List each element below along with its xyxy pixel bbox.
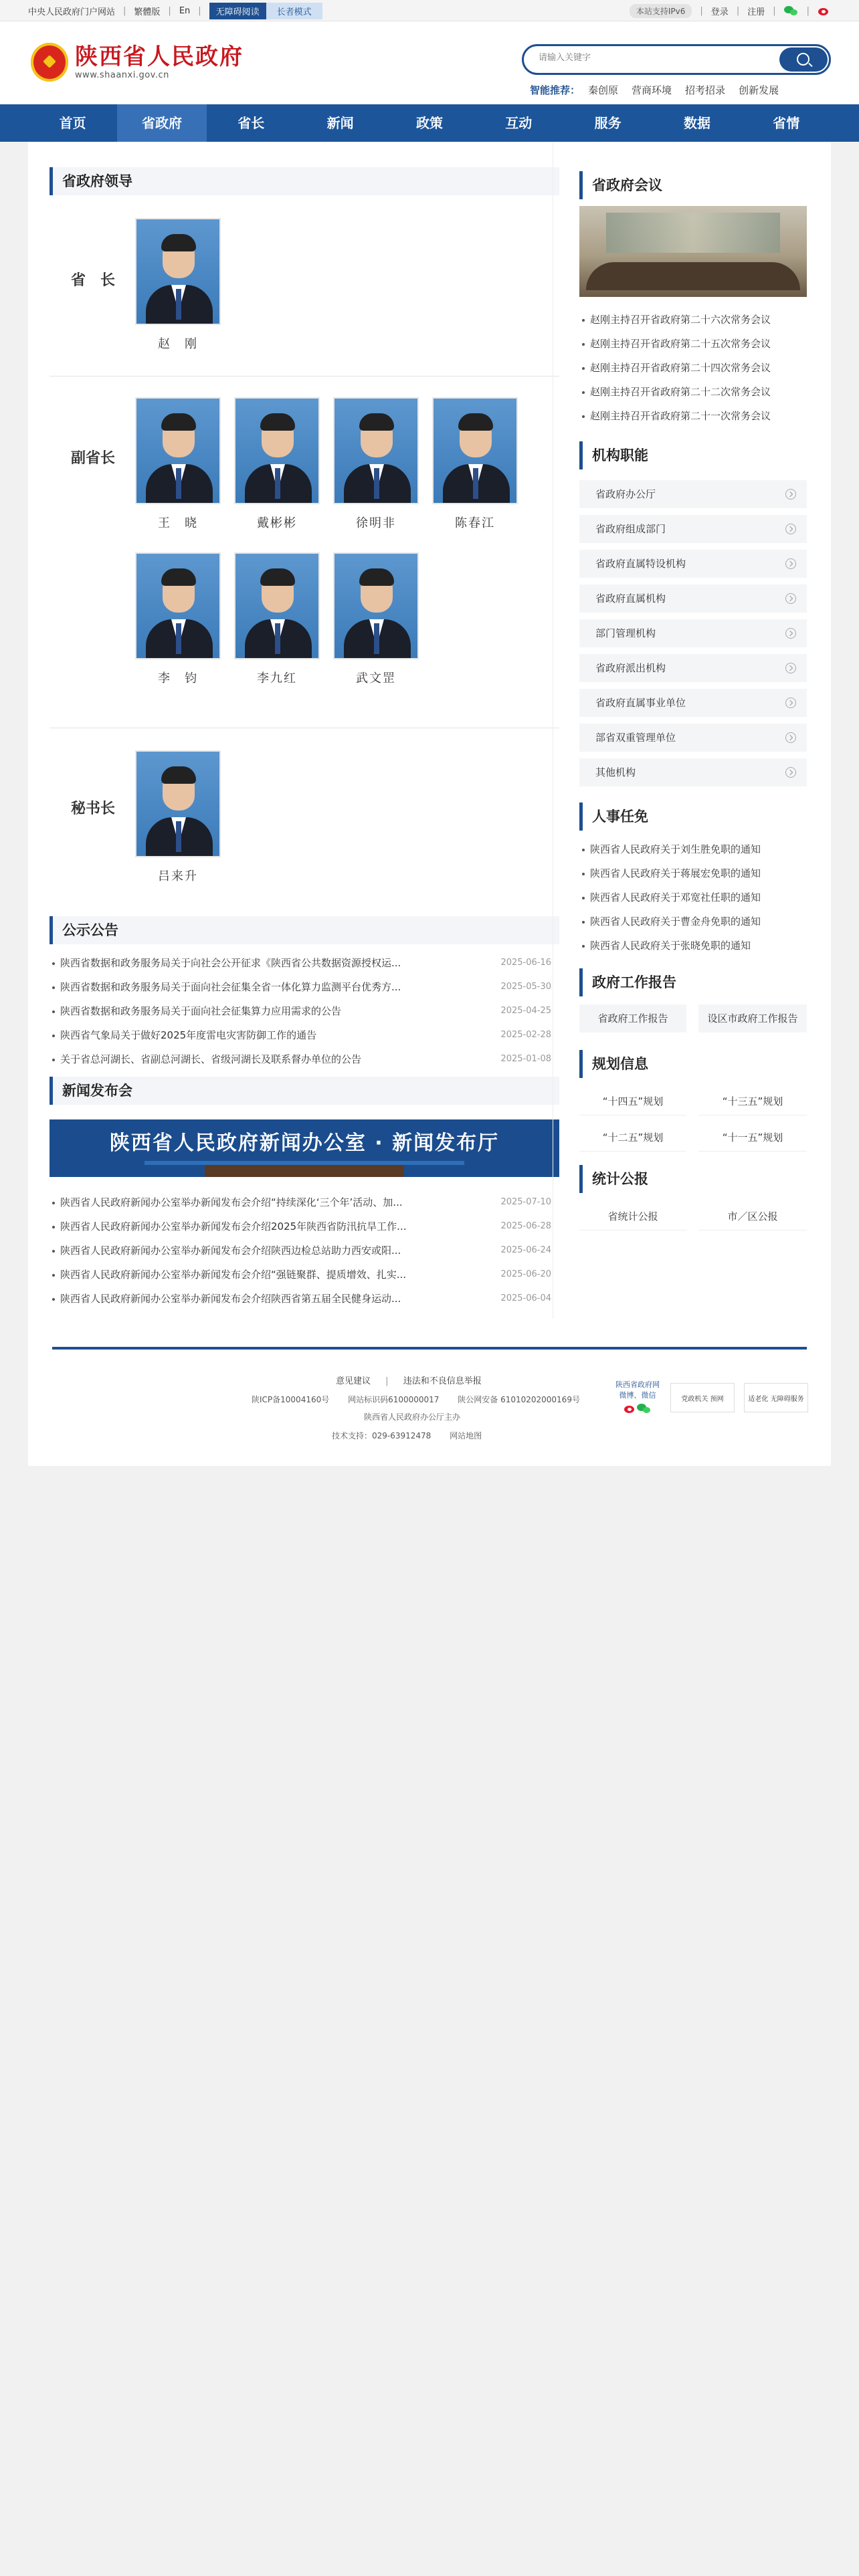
nav-service[interactable]: 服务 <box>594 115 622 131</box>
chevron-right-icon <box>785 767 796 778</box>
link-english[interactable]: En <box>179 5 191 16</box>
organ-item[interactable]: 部门管理机构 <box>579 619 807 647</box>
list-item[interactable]: 陕西省人民政府关于刘生胜免职的通知 <box>582 837 807 861</box>
leader-photo <box>234 397 320 504</box>
ipv6-badge: 本站支持IPv6 <box>630 4 692 18</box>
search-input[interactable] <box>537 52 765 64</box>
wechat-icon[interactable] <box>784 5 799 16</box>
chevron-right-icon <box>785 663 796 673</box>
list-item[interactable]: 陕西省人民政府关于曹金舟免职的通知 <box>582 909 807 934</box>
leader-card[interactable] <box>333 552 419 686</box>
nav-news[interactable]: 新闻 <box>326 115 354 131</box>
divider: | <box>773 5 776 16</box>
stats-button[interactable]: 省统计公报 <box>579 1202 686 1230</box>
leader-name: 武文罡 <box>356 671 396 685</box>
item-date: 2025-02-28 <box>500 1030 551 1040</box>
list-item[interactable]: 陕西省数据和政务服务局关于面向社会征集算力应用需求的公告 2025-04-25 <box>52 999 551 1023</box>
section-title-stats: 统计公报 <box>579 1165 807 1193</box>
leader-name: 吕来升 <box>158 869 198 883</box>
banner-title: 陕西省人民政府新闻办公室 · 新闻发布厅 <box>109 1132 500 1155</box>
chevron-right-icon <box>785 558 796 569</box>
accessibility-badge-label: 适老化 无障碍服务 <box>748 1395 804 1403</box>
search-icon <box>797 53 809 66</box>
section-title-meeting: 省政府会议 <box>579 171 807 199</box>
gov-site-badge[interactable] <box>670 1383 735 1412</box>
chevron-right-icon <box>785 489 796 500</box>
organ-item[interactable]: 省政府直属事业单位 <box>579 689 807 717</box>
footer-host: 陕西省人民政府办公厅主办 <box>364 1412 461 1422</box>
plan-button[interactable]: “十四五”规划 <box>579 1087 686 1115</box>
leader-name: 李 钧 <box>158 671 198 685</box>
leader-name: 陈春江 <box>455 516 495 530</box>
list-item[interactable]: 陕西省人民政府关于邓宽社任职的通知 <box>582 885 807 909</box>
organ-item[interactable]: 省政府派出机构 <box>579 654 807 682</box>
accessibility-badge[interactable] <box>744 1383 808 1412</box>
weibo-icon[interactable] <box>818 5 831 16</box>
stats-button[interactable]: 市／区公报 <box>698 1202 807 1230</box>
site-domain: www.shaanxi.gov.cn <box>75 70 169 80</box>
press-list <box>52 1190 551 1311</box>
leader-name: 李九红 <box>257 671 297 685</box>
list-item[interactable]: 赵刚主持召开省政府第二十五次常务会议 <box>582 332 807 356</box>
list-item[interactable]: 赵刚主持召开省政府第二十六次常务会议 <box>582 308 807 332</box>
search-button[interactable] <box>779 47 828 72</box>
national-emblem-icon <box>31 43 68 82</box>
item-date: 2025-01-08 <box>500 1054 551 1064</box>
login-link[interactable]: 登录 <box>710 7 729 17</box>
list-item[interactable]: 陕西省人民政府关于蒋展宏免职的通知 <box>582 861 807 885</box>
smart-item[interactable]: 招考招录 <box>685 84 726 96</box>
leader-card[interactable] <box>234 397 320 531</box>
leader-card[interactable] <box>135 218 221 352</box>
governor-label: 省 长 <box>71 272 116 289</box>
top-links <box>28 0 322 21</box>
press-banner[interactable] <box>50 1119 559 1177</box>
leader-photo <box>135 750 221 857</box>
chevron-right-icon <box>785 524 796 534</box>
nav-interaction[interactable]: 互动 <box>505 115 533 131</box>
leader-card[interactable] <box>234 552 320 686</box>
tech-support: 技术支持：029-63912478 <box>332 1431 432 1440</box>
top-bar <box>0 0 859 21</box>
main-content <box>28 142 831 1466</box>
leader-card[interactable] <box>135 397 221 531</box>
section-title-press: 新闻发布会 <box>50 1077 559 1105</box>
smart-item[interactable]: 营商环境 <box>632 84 672 96</box>
list-item[interactable]: 陕西省人民政府新闻办公室举办新闻发布会介绍陕西省第五届全民健身运动... 2025-06-04 <box>52 1287 551 1311</box>
feedback-link[interactable]: 意见建议 <box>336 1376 371 1386</box>
top-right <box>630 0 831 21</box>
icp-number[interactable]: 陕ICP备10004160号 <box>252 1395 330 1404</box>
secretary-label: 秘书长 <box>71 800 116 817</box>
section-title-report: 政府工作报告 <box>579 968 807 996</box>
section-title-personnel: 人事任免 <box>579 802 807 831</box>
organ-item[interactable]: 省政府直属特设机构 <box>579 550 807 578</box>
divider: | <box>700 5 703 16</box>
notice-list <box>52 951 551 1071</box>
list-item[interactable]: 赵刚主持召开省政府第二十二次常务会议 <box>582 380 807 404</box>
chevron-right-icon <box>785 732 796 743</box>
list-item[interactable]: 陕西省人民政府新闻办公室举办新闻发布会介绍2025年陕西省防汛抗旱工作... 2025-06-28 <box>52 1214 551 1239</box>
divider <box>50 376 559 377</box>
organ-item[interactable]: 省政府直属机构 <box>579 584 807 613</box>
chevron-right-icon <box>785 593 796 604</box>
elderly-mode-button[interactable]: 长者模式 <box>266 3 322 19</box>
section-title-notice: 公示公告 <box>50 916 559 944</box>
item-date: 2025-06-28 <box>500 1221 551 1231</box>
smart-item[interactable]: 秦创原 <box>588 84 619 96</box>
meeting-photo[interactable] <box>579 206 807 297</box>
leader-name: 王 晓 <box>158 516 198 530</box>
main-nav <box>0 104 859 142</box>
leader-card[interactable] <box>432 397 518 531</box>
item-date: 2025-07-10 <box>500 1197 551 1207</box>
sitemap-link[interactable]: 网站地图 <box>450 1431 482 1440</box>
list-item[interactable]: 陕西省数据和政务服务局关于向社会公开征求《陕西省公共数据资源授权运... 2025-06-16 <box>52 951 551 975</box>
social-badge-label: 陕西省政府网 微博、微信 <box>615 1380 660 1400</box>
footer-rule <box>52 1347 807 1350</box>
leader-card[interactable] <box>135 750 221 884</box>
leader-name: 戴彬彬 <box>257 516 297 530</box>
personnel-list <box>582 837 807 958</box>
organ-item[interactable]: 部省双重管理单位 <box>579 724 807 752</box>
footer-support <box>332 1430 482 1441</box>
police-record[interactable]: 陕公网安备 61010202000169号 <box>458 1395 580 1404</box>
list-item[interactable]: 陕西省人民政府关于张晓免职的通知 <box>582 934 807 958</box>
site-header <box>0 21 859 104</box>
list-item[interactable]: 赵刚主持召开省政府第二十四次常务会议 <box>582 356 807 380</box>
divider: | <box>806 5 809 16</box>
item-date: 2025-06-24 <box>500 1245 551 1255</box>
item-date: 2025-04-25 <box>500 1006 551 1016</box>
leader-name: 徐明非 <box>356 516 396 530</box>
smart-label: 智能推荐： <box>530 84 581 96</box>
item-date: 2025-05-30 <box>500 982 551 992</box>
divider: | <box>168 5 171 16</box>
divider: | <box>736 5 740 16</box>
site-logo[interactable] <box>31 43 244 82</box>
nav-data[interactable]: 数据 <box>683 115 710 131</box>
gov-site-badge-label: 党政机关 预网 <box>681 1395 724 1403</box>
list-item[interactable]: 赵刚主持召开省政府第二十一次常务会议 <box>582 404 807 428</box>
site-code: 网站标识码6100000017 <box>348 1395 440 1404</box>
list-item[interactable]: 陕西省人民政府新闻办公室举办新闻发布会介绍“持续深化‘三个年’活动、加... 2025-07-10 <box>52 1190 551 1214</box>
list-item[interactable]: 陕西省人民政府新闻办公室举办新闻发布会介绍“强链聚群、提质增效、扎实... 2025-06-20 <box>52 1263 551 1287</box>
accessible-read-button[interactable]: 无障碍阅读 <box>209 3 266 19</box>
link-traditional[interactable]: 繁體版 <box>134 7 161 17</box>
nav-policy[interactable]: 政策 <box>415 115 443 131</box>
leader-photo <box>135 552 221 659</box>
chevron-right-icon <box>785 697 796 708</box>
weibo-icon <box>624 1403 637 1414</box>
report-illegal-link[interactable]: 违法和不良信息举报 <box>403 1376 482 1386</box>
nav-province-info[interactable]: 省情 <box>773 115 800 131</box>
leader-card[interactable] <box>333 397 419 531</box>
link-central-gov[interactable]: 中央人民政府门户网站 <box>28 7 116 17</box>
plan-button[interactable]: “十二五”规划 <box>579 1123 686 1152</box>
list-item[interactable]: 陕西省人民政府新闻办公室举办新闻发布会介绍陕西边检总站助力西安或阳... 2025-06-24 <box>52 1239 551 1263</box>
smart-item[interactable]: 创新发展 <box>739 84 779 96</box>
nav-provincial-gov[interactable]: 省政府 <box>117 104 206 142</box>
podium-graphic <box>205 1164 404 1177</box>
divider: | <box>198 5 201 16</box>
list-item[interactable]: 陕西省数据和政务服务局关于面向社会征集全省一体化算力监测平台优秀方... 2025-05-30 <box>52 975 551 999</box>
nav-governor[interactable]: 省长 <box>237 115 265 131</box>
section-title-leaders: 省政府领导 <box>50 167 559 195</box>
footer-links <box>336 1374 482 1386</box>
item-date: 2025-06-16 <box>500 958 551 968</box>
vice-governor-label: 副省长 <box>71 450 116 467</box>
leader-card[interactable] <box>135 552 221 686</box>
leader-photo <box>333 397 419 504</box>
leader-photo <box>333 552 419 659</box>
report-button[interactable]: 省政府工作报告 <box>579 1004 686 1033</box>
social-badge[interactable] <box>614 1379 661 1416</box>
wechat-icon <box>637 1403 652 1414</box>
nav-home[interactable]: 首页 <box>59 115 86 131</box>
meeting-list <box>582 308 807 428</box>
plan-button[interactable]: “十三五”规划 <box>698 1087 807 1115</box>
register-link[interactable]: 注册 <box>747 7 765 17</box>
divider: | <box>385 1376 389 1386</box>
footer-record <box>252 1394 580 1405</box>
organ-item[interactable]: 省政府办公厅 <box>579 480 807 508</box>
list-item[interactable]: 关于省总河湖长、省副总河湖长、省级河湖长及联系督办单位的公告 2025-01-08 <box>52 1047 551 1071</box>
leader-photo <box>135 397 221 504</box>
item-date: 2025-06-04 <box>500 1293 551 1303</box>
site-title: 陕西省人民政府 <box>75 43 244 70</box>
report-button[interactable]: 设区市政府工作报告 <box>698 1004 807 1033</box>
leader-photo <box>432 397 518 504</box>
organ-item[interactable]: 其他机构 <box>579 758 807 786</box>
section-title-organs: 机构职能 <box>579 441 807 469</box>
plan-button[interactable]: “十一五”规划 <box>698 1123 807 1152</box>
smart-recommend <box>530 83 792 97</box>
list-item[interactable]: 陕西省气象局关于做好2025年度雷电灾害防御工作的通告 2025-02-28 <box>52 1023 551 1047</box>
organ-item[interactable]: 省政府组成部门 <box>579 515 807 543</box>
chevron-right-icon <box>785 628 796 639</box>
leader-photo <box>135 218 221 325</box>
leader-name: 赵 刚 <box>158 337 198 351</box>
divider: | <box>123 5 126 16</box>
leader-photo <box>234 552 320 659</box>
section-title-plan: 规划信息 <box>579 1050 807 1078</box>
item-date: 2025-06-20 <box>500 1269 551 1279</box>
search-box <box>522 44 831 75</box>
